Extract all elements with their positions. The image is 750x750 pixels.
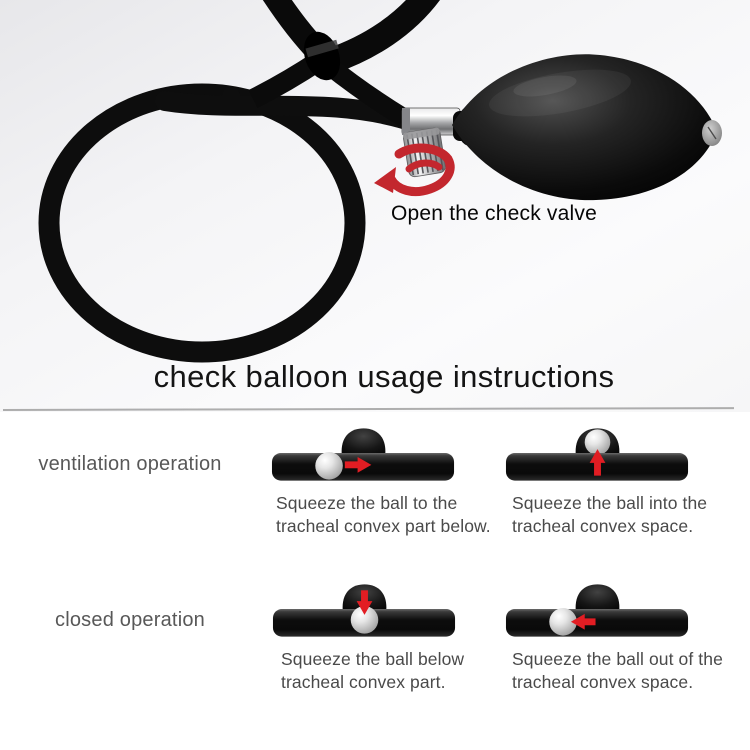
caption-line: Squeeze the ball to the [276, 493, 458, 513]
caption-line: tracheal convex part below. [276, 515, 491, 536]
row-label-closed: closed operation [55, 609, 205, 631]
diagram-ventilation-step2 [504, 423, 691, 485]
caption-line: Squeeze the ball out of the [512, 649, 723, 669]
caption-line: Squeeze the ball below [281, 649, 465, 669]
diagram-ventilation-step1 [270, 423, 457, 485]
caption-closed-step2 [512, 648, 723, 694]
tube-nub [222, 87, 240, 105]
valve-annotation: Open the check valve [391, 202, 597, 225]
caption-closed-step1 [281, 648, 464, 694]
caption-line: tracheal convex part. [281, 671, 446, 692]
section-title: check balloon usage instructions [153, 359, 615, 394]
diagram-closed-step2 [504, 579, 691, 641]
trachea-tube [506, 609, 688, 637]
caption-line: tracheal convex space. [512, 515, 694, 536]
caption-line: Squeeze the ball into the [512, 493, 708, 513]
row-label-ventilation: ventilation operation [38, 453, 222, 475]
check-ball [315, 452, 343, 480]
caption-ventilation-step2 [512, 492, 707, 538]
convex-bump [342, 428, 386, 456]
caption-ventilation-step1 [276, 492, 491, 538]
caption-line: tracheal convex space. [512, 671, 694, 692]
convex-bump [576, 584, 620, 612]
diagram-closed-step1 [271, 579, 458, 641]
